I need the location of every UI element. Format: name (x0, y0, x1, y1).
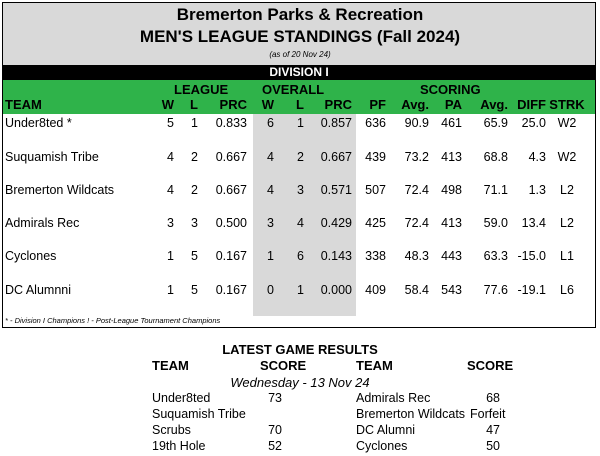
stat-cell: 413 (441, 150, 462, 164)
stat-cell: 0.667 (320, 150, 352, 164)
column-header: DIFF (517, 97, 546, 112)
column-header: PRC (324, 97, 352, 112)
stat-cell: 63.3 (483, 249, 508, 263)
result-team: DC Alumni (356, 423, 416, 437)
result-team: Suquamish Tribe (152, 407, 246, 421)
result-team: Admirals Rec (356, 391, 431, 405)
stat-cell: 0.667 (215, 150, 247, 164)
stat-cell: 4 (267, 183, 274, 197)
column-header: Avg. (401, 97, 429, 112)
result-team: 19th Hole (152, 439, 206, 453)
result-score: 68 (486, 391, 500, 405)
stat-cell: 4.3 (528, 150, 546, 164)
stat-cell: 2 (191, 150, 198, 164)
stat-cell: 636 (365, 116, 386, 130)
stat-cell: 5 (191, 283, 198, 297)
stat-cell: 425 (365, 216, 386, 230)
stat-cell: 2 (297, 150, 304, 164)
results-header-score1: SCORE (260, 358, 307, 373)
stat-cell: 6 (297, 249, 304, 263)
column-header: TEAM (5, 97, 42, 112)
column-header: STRK (549, 97, 585, 112)
team-name: Suquamish Tribe (5, 150, 99, 164)
column-header: PA (444, 97, 462, 112)
result-score: 47 (486, 423, 500, 437)
stat-cell: 3 (267, 216, 274, 230)
stat-cell: 439 (365, 150, 386, 164)
stat-cell: W2 (557, 150, 577, 164)
results-header-team2: TEAM (356, 358, 393, 373)
stat-cell: 13.4 (521, 216, 546, 230)
stat-cell: 58.4 (404, 283, 429, 297)
stat-cell: L2 (560, 216, 574, 230)
stat-cell: 543 (441, 283, 462, 297)
stat-cell: 72.4 (404, 183, 429, 197)
result-score: 70 (268, 423, 282, 437)
stat-cell: 443 (441, 249, 462, 263)
stat-cell: L6 (560, 283, 574, 297)
stat-cell: 507 (365, 183, 386, 197)
league-group-header: LEAGUE (174, 82, 229, 97)
results-title: LATEST GAME RESULTS (222, 342, 378, 357)
column-header: Avg. (480, 97, 508, 112)
stat-cell: 0.500 (215, 216, 247, 230)
stat-cell: 5 (167, 116, 174, 130)
stat-cell: 0.143 (320, 249, 352, 263)
stat-cell: 68.8 (483, 150, 508, 164)
team-name: Cyclones (5, 249, 57, 263)
result-score: 52 (268, 439, 282, 453)
result-score: 50 (486, 439, 500, 453)
column-header: L (190, 97, 198, 112)
as-of-date: (as of 20 Nov 24) (269, 50, 331, 59)
stat-cell: 73.2 (404, 150, 429, 164)
result-score: 73 (268, 391, 282, 405)
stat-cell: 1 (191, 116, 198, 130)
overall-group-header: OVERALL (262, 82, 325, 97)
stat-cell: 25.0 (521, 116, 546, 130)
column-header: PF (369, 97, 386, 112)
stat-cell: 1 (267, 249, 274, 263)
column-header: PRC (219, 97, 247, 112)
team-name: DC Alumnni (5, 283, 71, 297)
stat-cell: 1 (297, 283, 304, 297)
stat-cell: 4 (167, 150, 174, 164)
result-team: Cyclones (356, 439, 408, 453)
result-score: Forfeit (470, 407, 506, 421)
stat-cell: 413 (441, 216, 462, 230)
stat-cell: 0.571 (320, 183, 352, 197)
standings-title: MEN'S LEAGUE STANDINGS (Fall 2024) (139, 27, 461, 46)
stat-cell: 4 (267, 150, 274, 164)
stat-cell: 0 (267, 283, 274, 297)
stat-cell: -19.1 (517, 283, 546, 297)
stat-cell: L1 (560, 249, 574, 263)
stat-cell: 6 (267, 116, 274, 130)
footnote: * - Division I Champions ! - Post-League Tournament Champions (5, 316, 221, 325)
stat-cell: L2 (560, 183, 574, 197)
stat-cell: W2 (557, 116, 577, 130)
result-team: Under8ted (152, 391, 211, 405)
stat-cell: 3 (297, 183, 304, 197)
stat-cell: 4 (297, 216, 304, 230)
team-name: Bremerton Wildcats (5, 183, 115, 197)
results-date: Wednesday - 13 Nov 24 (230, 375, 370, 390)
stat-cell: 0.857 (320, 116, 352, 130)
stat-cell: -15.0 (517, 249, 546, 263)
stat-cell: 461 (441, 116, 462, 130)
column-header: W (161, 97, 174, 112)
stat-cell: 1 (167, 249, 174, 263)
results-header-score2: SCORE (467, 358, 514, 373)
stat-cell: 72.4 (404, 216, 429, 230)
stat-cell: 1 (167, 283, 174, 297)
stat-cell: 4 (167, 183, 174, 197)
stat-cell: 0.667 (215, 183, 247, 197)
result-team: Scrubs (152, 423, 191, 437)
stat-cell: 409 (365, 283, 386, 297)
team-name: Admirals Rec (5, 216, 80, 230)
stat-cell: 0.000 (320, 283, 352, 297)
org-title: Bremerton Parks & Recreation (176, 5, 424, 24)
column-header: L (296, 97, 304, 112)
stat-cell: 0.167 (215, 249, 247, 263)
result-team: Bremerton Wildcats (356, 407, 466, 421)
stat-cell: 1 (297, 116, 304, 130)
scoring-group-header: SCORING (420, 82, 481, 97)
results-header-team1: TEAM (152, 358, 189, 373)
stat-cell: 65.9 (483, 116, 508, 130)
stat-cell: 3 (167, 216, 174, 230)
stat-cell: 59.0 (483, 216, 508, 230)
stat-cell: 0.833 (215, 116, 247, 130)
division-bar: DIVISION I (3, 65, 595, 80)
stat-cell: 3 (191, 216, 198, 230)
stat-cell: 2 (191, 183, 198, 197)
stat-cell: 71.1 (483, 183, 508, 197)
stat-cell: 48.3 (404, 249, 429, 263)
stat-cell: 498 (441, 183, 462, 197)
team-name: Under8ted * (5, 116, 72, 130)
stat-cell: 0.429 (320, 216, 352, 230)
stat-cell: 5 (191, 249, 198, 263)
stat-cell: 77.6 (483, 283, 508, 297)
stat-cell: 0.167 (215, 283, 247, 297)
column-header: W (261, 97, 274, 112)
stat-cell: 90.9 (404, 116, 429, 130)
stat-cell: 1.3 (528, 183, 546, 197)
stat-cell: 338 (365, 249, 386, 263)
